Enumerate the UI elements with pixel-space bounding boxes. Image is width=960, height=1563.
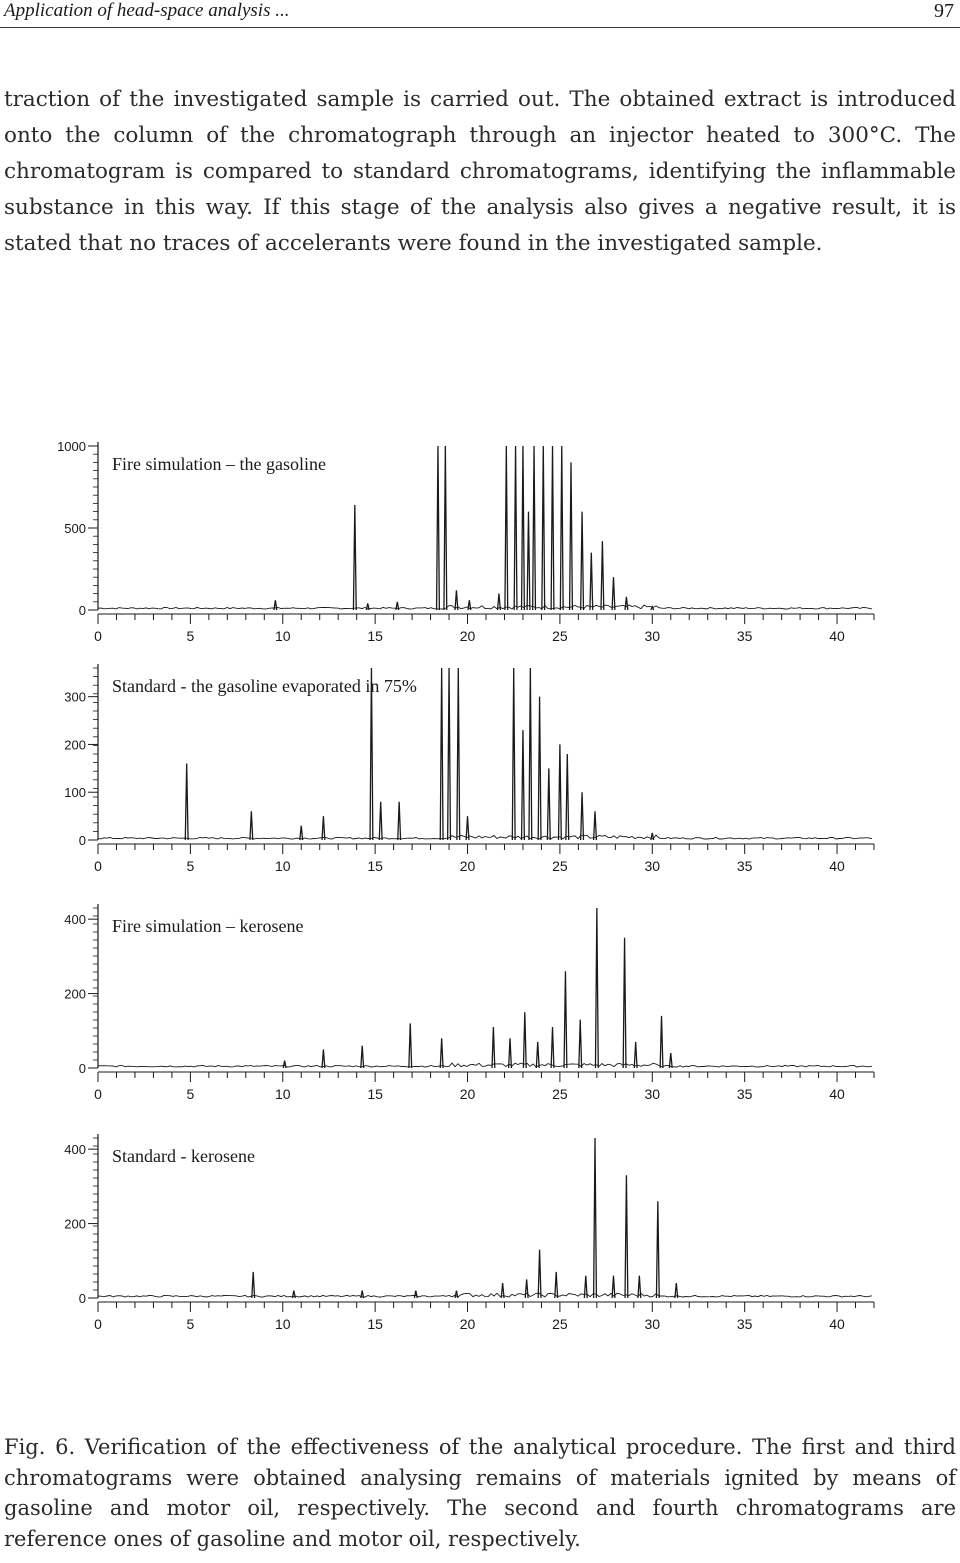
y-tick-label: 400	[64, 912, 86, 928]
x-tick-label: 15	[367, 858, 383, 874]
x-tick-label: 35	[736, 1086, 753, 1102]
chromatogram-peak	[505, 446, 508, 610]
y-tick-label: 0	[78, 1291, 86, 1306]
x-tick-label: 30	[644, 858, 661, 874]
x-tick-label: 40	[829, 1316, 845, 1332]
panel-title: Fire simulation – kerosene	[112, 916, 304, 936]
x-tick-label: 40	[829, 628, 845, 644]
baseline-trace	[98, 1293, 872, 1297]
chromatogram-peak	[455, 1291, 458, 1298]
chromatogram-peak	[623, 938, 626, 1068]
chromatogram-peak	[353, 505, 356, 610]
x-tick-label: 0	[94, 1316, 102, 1332]
x-tick-label: 15	[367, 1316, 383, 1332]
y-tick-label: 0	[78, 603, 86, 618]
chromatogram-peak	[185, 764, 188, 840]
chromatogram-peak	[512, 668, 515, 840]
chromatogram-peak	[559, 744, 562, 840]
x-tick-label: 10	[274, 858, 291, 874]
x-tick-label: 5	[186, 628, 195, 644]
panel-title: Standard - kerosene	[112, 1146, 255, 1166]
chromatogram-peak	[564, 971, 567, 1068]
chromatogram-peak	[594, 1138, 597, 1298]
chromatogram-peak	[440, 668, 443, 840]
figure-caption: Fig. 6. Verification of the effectiveness of the analytical procedure. The first and third chromatograms were obtained analysing remains of materials ignited by means of gasoline and motor oil, respectively. The second and fourth chromatograms are reference ones of gasoline and motor oil, respectively.	[4, 1435, 956, 1551]
chromatogram-peak	[551, 1027, 554, 1068]
x-tick-label: 30	[644, 1086, 661, 1102]
panel-title: Standard - the gasoline evaporated in 75%	[112, 676, 417, 696]
y-tick-label: 200	[64, 1216, 86, 1232]
baseline-trace	[98, 605, 872, 609]
x-tick-label: 25	[552, 1086, 568, 1102]
chromatogram-peak	[547, 768, 550, 840]
chromatogram-peak	[492, 1027, 495, 1068]
chromatogram-panel-3	[64, 904, 874, 1102]
page-header	[0, 0, 960, 26]
x-tick-label: 15	[367, 628, 383, 644]
x-tick-label: 35	[736, 628, 753, 644]
chromatogram-peak	[581, 512, 584, 610]
x-tick-label: 5	[186, 1086, 195, 1102]
y-tick-label: 400	[64, 1142, 86, 1158]
chromatogram-peak	[514, 446, 517, 610]
chromatogram-peak	[581, 792, 584, 840]
chromatogram-peak	[322, 816, 325, 840]
chromatogram-peak	[250, 811, 253, 840]
chromatogram-peak	[398, 802, 401, 840]
chromatogram-panels	[0, 430, 960, 1340]
chromatogram-peak	[457, 668, 460, 840]
baseline-trace	[98, 835, 872, 839]
x-tick-label: 0	[94, 858, 102, 874]
chromatogram-peak	[522, 446, 525, 610]
y-tick-label: 200	[64, 986, 86, 1002]
x-tick-label: 10	[274, 1316, 291, 1332]
x-tick-label: 25	[552, 1316, 568, 1332]
chromatogram-peak	[656, 1201, 659, 1298]
chromatogram-peak	[509, 1038, 512, 1068]
chromatogram-figure	[0, 430, 960, 1340]
chromatogram-peak	[625, 597, 628, 610]
chromatogram-peak	[525, 1279, 528, 1298]
x-tick-label: 20	[459, 1316, 476, 1332]
x-tick-label: 30	[644, 1316, 661, 1332]
chromatogram-peak	[444, 446, 447, 610]
chromatogram-peak	[440, 1038, 443, 1068]
chromatogram-peak	[455, 590, 458, 610]
x-tick-label: 25	[552, 858, 568, 874]
running-title: Application of head-space analysis ...	[4, 0, 290, 21]
x-tick-label: 25	[552, 628, 568, 644]
x-tick-label: 0	[94, 1086, 102, 1102]
chromatogram-peak	[252, 1272, 255, 1298]
chromatogram-peak	[448, 668, 451, 840]
chromatogram-peak	[669, 1053, 672, 1068]
y-tick-label: 100	[64, 785, 86, 801]
chromatogram-peak	[533, 446, 536, 610]
body-paragraph: traction of the investigated sample is carried out. The obtained extract is introduced onto the column of the chromatograph through an injector heated to 300°C. The chromatogram is compared to standard chromatograms, identifying the inflammable substance in this way. If this stage of the analysis also gives a negative result, it is stated that no traces of accelerants were found in the investigated sample.	[4, 87, 956, 256]
chromatogram-peak	[414, 1291, 417, 1298]
panel-title: Fire simulation – the gasoline	[112, 454, 326, 474]
y-tick-label: 1000	[57, 439, 86, 454]
x-tick-label: 10	[274, 628, 291, 644]
x-tick-label: 20	[459, 628, 476, 644]
y-tick-label: 0	[78, 1061, 86, 1076]
chromatogram-peak	[634, 1042, 637, 1068]
chromatogram-peak	[409, 1023, 412, 1068]
header-divider	[0, 27, 960, 28]
x-tick-label: 35	[736, 1316, 753, 1332]
x-tick-label: 0	[94, 628, 102, 644]
page-number: 97	[934, 0, 954, 22]
chromatogram-peak	[579, 1020, 582, 1068]
chromatogram-peak	[601, 541, 604, 610]
chromatogram-peak	[595, 908, 598, 1068]
baseline-trace	[98, 1063, 872, 1067]
chromatogram-peak	[283, 1061, 286, 1068]
chromatogram-peak	[361, 1046, 364, 1068]
chromatogram-peak	[538, 1250, 541, 1298]
x-tick-label: 35	[736, 858, 753, 874]
chromatogram-peak	[625, 1175, 628, 1298]
chromatogram-peak	[555, 1272, 558, 1298]
chromatogram-peak	[322, 1049, 325, 1068]
chromatogram-peak	[274, 600, 277, 610]
chromatogram-peak	[660, 1016, 663, 1068]
chromatogram-peak	[437, 446, 440, 610]
chromatogram-peak	[612, 1276, 615, 1298]
chromatogram-peak	[522, 730, 525, 840]
chromatogram-peak	[570, 462, 573, 610]
chromatogram-peak	[523, 1012, 526, 1068]
x-tick-label: 15	[367, 1086, 383, 1102]
y-tick-label: 300	[64, 689, 86, 705]
chromatogram-panel-4	[64, 1134, 874, 1332]
chromatogram-peak	[551, 446, 554, 610]
chromatogram-peak	[538, 697, 541, 840]
x-tick-label: 5	[186, 1316, 195, 1332]
y-tick-label: 0	[78, 833, 86, 848]
x-tick-label: 20	[459, 1086, 476, 1102]
chromatogram-peak	[527, 512, 530, 610]
chromatogram-panel-2	[64, 664, 874, 874]
chromatogram-peak	[566, 754, 569, 840]
chromatogram-peak	[590, 553, 593, 610]
y-tick-label: 200	[64, 737, 86, 753]
x-tick-label: 5	[186, 858, 195, 874]
chromatogram-peak	[612, 577, 615, 610]
chromatogram-peak	[536, 1042, 539, 1068]
chromatogram-peak	[300, 826, 303, 840]
y-tick-label: 500	[64, 521, 86, 536]
chromatogram-peak	[594, 811, 597, 840]
chromatogram-peak	[542, 446, 545, 610]
x-tick-label: 40	[829, 1086, 845, 1102]
x-tick-label: 20	[459, 858, 476, 874]
x-tick-label: 40	[829, 858, 845, 874]
chromatogram-peak	[529, 668, 532, 840]
chromatogram-peak	[379, 802, 382, 840]
chromatogram-peak	[560, 446, 563, 610]
x-tick-label: 30	[644, 628, 661, 644]
x-tick-label: 10	[274, 1086, 291, 1102]
chromatogram-panel-1	[57, 439, 874, 644]
chromatogram-peak	[466, 816, 469, 840]
